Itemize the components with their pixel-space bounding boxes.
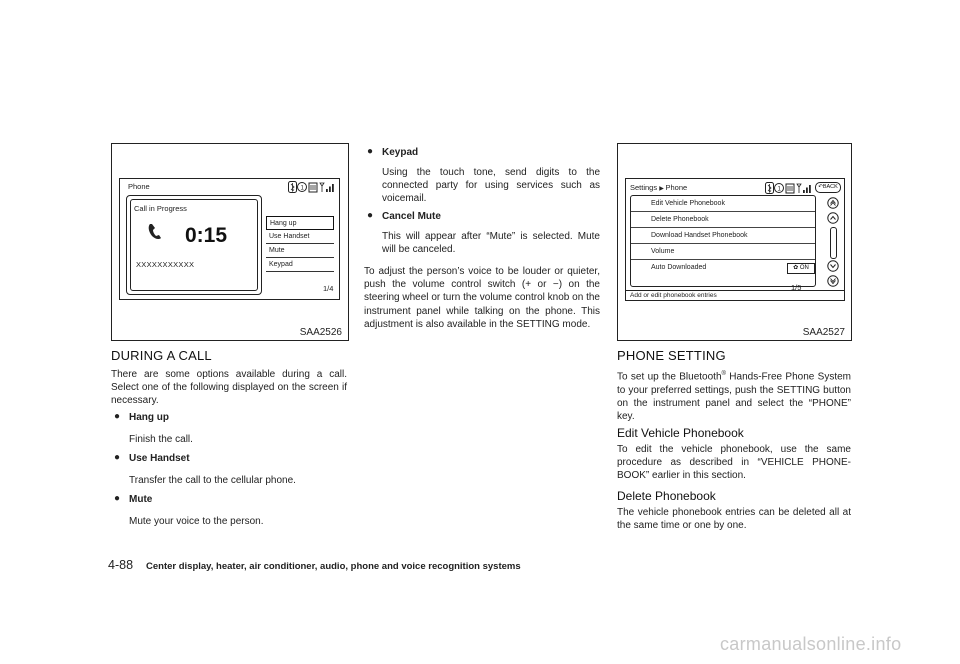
col1-intro: There are some options available during a call. Select one of the following displayed on the screen if necessary. [111, 369, 347, 407]
menu-page-indicator: 1/4 [323, 284, 334, 293]
menu-hang-up[interactable]: Hang up [266, 216, 334, 230]
svg-text:1: 1 [300, 185, 304, 192]
bullet-icon: ● [367, 146, 374, 157]
scroll-up-icon[interactable] [827, 212, 839, 224]
section-heading-during-a-call: DURING A CALL [111, 348, 212, 363]
caller-number: XXXXXXXXXXX [136, 260, 195, 269]
breadcrumb-current: Phone [665, 183, 688, 192]
scroll-bottom-icon[interactable] [827, 275, 839, 287]
watermark: carmanualsonline.info [720, 634, 902, 654]
bullet-keypad-title: Keypad [382, 147, 419, 158]
intro-part-a: To set up the Bluetooth [617, 371, 722, 383]
bullet-cancel-mute-desc: This will appear after “Mute” is selected. Mute will be canceled. [382, 231, 600, 256]
figure-call-screen [111, 143, 349, 341]
figure-code: SAA2527 [802, 327, 845, 338]
menu-download-handset-phonebook[interactable]: Download Handset Phonebook [631, 228, 815, 244]
bullet-icon: ● [114, 493, 121, 504]
bullet-hang-up-desc: Finish the call. [129, 434, 193, 445]
breadcrumb-arrow-icon: ▶ [659, 186, 666, 192]
status-icons [764, 182, 814, 194]
status-icons [288, 181, 336, 193]
menu-keypad[interactable]: Keypad [266, 258, 334, 272]
bullet-hang-up-title: Hang up [129, 412, 169, 423]
bullet-cancel-mute-title: Cancel Mute [382, 211, 441, 222]
scroll-down-icon[interactable] [827, 260, 839, 272]
back-label: BACK [822, 184, 838, 190]
menu-edit-vehicle-phonebook[interactable]: Edit Vehicle Phonebook [631, 196, 815, 212]
auto-download-toggle[interactable] [787, 263, 815, 274]
scroll-top-icon[interactable] [827, 197, 839, 209]
settings-screen [625, 178, 845, 301]
bullet-icon: ● [367, 210, 374, 221]
back-arrow-icon: ↶ [818, 184, 823, 190]
settings-menu [630, 195, 816, 287]
page-number: 4-88 [108, 558, 134, 572]
screen-title: Phone [128, 182, 150, 191]
hint-divider [626, 290, 844, 291]
bluetooth-signal-icon [288, 181, 336, 193]
toggle-indicator-icon: ✿ [793, 265, 799, 271]
figure-settings-screen [617, 143, 852, 341]
subheading-delete-phonebook: Delete Phonebook [617, 489, 716, 503]
back-button[interactable] [815, 182, 841, 193]
call-status-text: Call in Progress [134, 204, 187, 213]
col2-volume-paragraph: To adjust the person’s voice to be louder or quieter, push the volume control switch (+ or −) on the steering wheel or turn the volume control knob on the instrument panel while talking on the phone. This adjustment is also available in the SETTING mode. [364, 266, 600, 330]
menu-auto-downloaded[interactable]: Auto Downloaded [651, 264, 707, 271]
section-heading-phone-setting: PHONE SETTING [617, 348, 726, 363]
bullet-icon: ● [114, 452, 121, 463]
col3-edit-text: To edit the vehicle phonebook, use the same procedure as described in “VEHICLE PHONE-BOOK” earlier in this section. [617, 444, 851, 482]
menu-volume[interactable]: Volume [631, 244, 815, 260]
subheading-edit-vehicle-phonebook: Edit Vehicle Phonebook [617, 426, 744, 440]
hint-text: Add or edit phonebook entries [630, 292, 717, 299]
bullet-keypad-desc: Using the touch tone, send digits to the connected party for using services such as voicemail. [382, 167, 600, 205]
menu-page-indicator: 1/5 [791, 283, 802, 292]
registered-mark: ® [721, 371, 726, 377]
scroll-track[interactable] [830, 227, 837, 259]
col3-intro [617, 368, 851, 423]
phone-handset-icon [147, 223, 163, 241]
bullet-mute-desc: Mute your voice to the person. [129, 516, 264, 527]
menu-delete-phonebook[interactable]: Delete Phonebook [631, 212, 815, 228]
toggle-label: ON [799, 265, 809, 271]
breadcrumb [630, 183, 687, 192]
call-menu [266, 216, 334, 272]
call-panel [126, 195, 262, 295]
bullet-mute-title: Mute [129, 494, 153, 505]
svg-text:1: 1 [777, 186, 781, 193]
breadcrumb-root: Settings [630, 183, 658, 192]
bullet-use-handset-title: Use Handset [129, 453, 190, 464]
menu-mute[interactable]: Mute [266, 244, 334, 258]
menu-use-handset[interactable]: Use Handset [266, 230, 334, 244]
intro-part-b: Hands-Free Phone System to your preferred settings, push the SETTING button on the instrument panel and select the “PHONE” key. [617, 371, 852, 422]
bullet-use-handset-desc: Transfer the call to the cellular phone. [129, 475, 296, 486]
figure-code: SAA2526 [299, 327, 342, 338]
bullet-icon: ● [114, 411, 121, 422]
col3-delete-text: The vehicle phonebook entries can be deleted all at the same time or one by one. [617, 507, 851, 532]
chapter-title: Center display, heater, air conditioner, audio, phone and voice recognition systems [146, 561, 521, 572]
call-timer: 0:15 [185, 224, 228, 247]
phone-screen [119, 178, 340, 300]
